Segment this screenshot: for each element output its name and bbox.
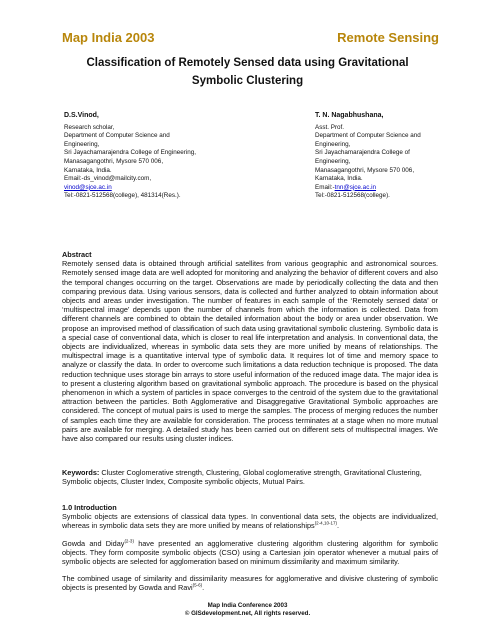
title-line-2: Symbolic Clustering [191,75,304,87]
paper-title [60,54,435,90]
author-line: Manasagangothri, Mysore 570 006, [64,157,164,165]
author-line: Sri Jayachamarajendra College of [315,149,410,157]
running-header-left: Map India 2003 [62,30,155,45]
author-tel: Tel:-0821-512568(college). [315,192,390,200]
author-line: Engineering, [315,157,351,165]
keywords-label: Keywords: [62,468,100,477]
author-line: Engineering, [64,140,100,148]
author-email-link[interactable]: vinod@sjce.ac.in [64,183,112,191]
author-name: D.S.Vinod, [64,112,99,119]
keywords-text: Cluster Coglomerative strength, Clustering, Global coglomerative strength, Gravitational Clustering, Symbolic objects, Cluster Index, Composite symbolic objects, Mutual Pairs. [62,468,422,487]
author-line: Sri Jayachamarajendra College of Engineering, [64,149,196,157]
intro-paragraph-3: The combined usage of similarity and dissimilarity measures for agglomerative and divisive clustering of symbolic objects is presented by Gowda and Ravi$^{(5-6)}$. [62,574,438,593]
author-email-prefix: Email:- [315,183,335,191]
footer-copyright: © GISdevelopment.net, All rights reserved. [184,610,311,617]
keywords [62,468,438,486]
author-tel: Tel:-0821-512568(college), 481314(Res.). [64,192,181,200]
author-line: Manasagangothri, Mysore 570 006, [315,166,415,174]
author-line: Department of Computer Science and [64,132,170,140]
abstract-section [62,250,438,443]
author-line: Engineering, [315,140,351,148]
citation: (2-3) [124,538,134,544]
intro-paragraph-1: Symbolic objects are extensions of classical data types. In conventional data sets, the objects are individualized, whereas in symbolic data sets they are more unified by means of relationships$^{(2-4,10-17)}$. [62,512,438,531]
author-line: Research scholar, [64,123,115,131]
footer-conference: Map India Conference 2003 [207,602,288,609]
running-header-right: Remote Sensing [337,30,439,45]
abstract-heading: Abstract [62,250,92,259]
author-block-1 [64,112,244,201]
abstract-text: Remotely sensed data is obtained through artificial satellites from various geographic and astronomical sources. Remotely sensed image data are well adopted for monitoring and analyzing the behavior of different covers and also the temporal changes occurring on the target. Observations are made by periodically collecting the data and then comparing previous data. Using various sensors, data is collected and further analyzed to obtain information about objects and areas under investigation. The number of features in each sample of the ‘Remotely sensed data’ or ‘multispectral image’ depends upon the number of channels from which the information is collected. Data from different channels are combined to obtain the detailed information about the body or area under observation. We propose an improvised method of classification of such data using gravitational symbolic clustering. Symbolic data is a special case of conventional data, which is closer to real life interpretation and analysis. In conventional data, the objects are individualized, whereas in symbolic data sets they are more unified by means of relationships. The multispectral image is a quantitative interval type of symbolic data. It requires lot of time and memory space to analyze or classify the data. In order to overcome such limitations a data reduction technique is proposed. The data reduction technique uses storage bin arrays to store useful information of the reduced image data. The major idea is to present a clustering algorithm based on gravitational symbolic approach. The procedure is based on the physical phenomenon in which a system of particles in space converges to the centroid of the system due to the gravitational attraction between the particles. Both Agglomerative and Disaggregative Gravitational Symbolic approaches are considered. The concept of mutual pairs is used to merge the samples. The process of merging reduces the number of samples each time they are available for consideration. The process terminates at a stage when no more mutual pairs are available for merging. A detailed study has been carried out on different sets of multispectral images. We have also compared our results using cluster indices. [62,259,438,444]
author-name: T. N. Nagabhushana, [315,112,384,119]
author-line: Asst. Prof. [315,123,345,131]
author-block-2 [315,112,465,201]
author-line: Karnataka, India. [64,166,112,174]
title-line-1: Classification of Remotely Sensed data using Gravitational [86,57,409,69]
author-line: Email:-ds_vinod@mailcity.com, [64,175,152,183]
page-footer [0,602,495,618]
intro-heading: 1.0 Introduction [62,503,117,512]
author-email-link[interactable]: tnn@sjce.ac.in [334,183,376,191]
author-line: Department of Computer Science and [315,132,421,140]
intro-section [62,503,438,593]
citation: (2-4,10-17) [314,520,337,526]
intro-paragraph-2: Gowda and Diday$^{(2-3)}$ have presented an agglomerative clustering algorithm clustering algorithm for symbolic objects. They form composite symbolic objects (CSO) using a Cartesian join operator whenever a mutual pairs of symbolic objects are selected for agglomeration based on minimum dissimilarity and maximum similarity. [62,538,438,567]
author-line: Karnataka, India. [315,175,363,183]
citation: (5-6) [192,583,203,588]
